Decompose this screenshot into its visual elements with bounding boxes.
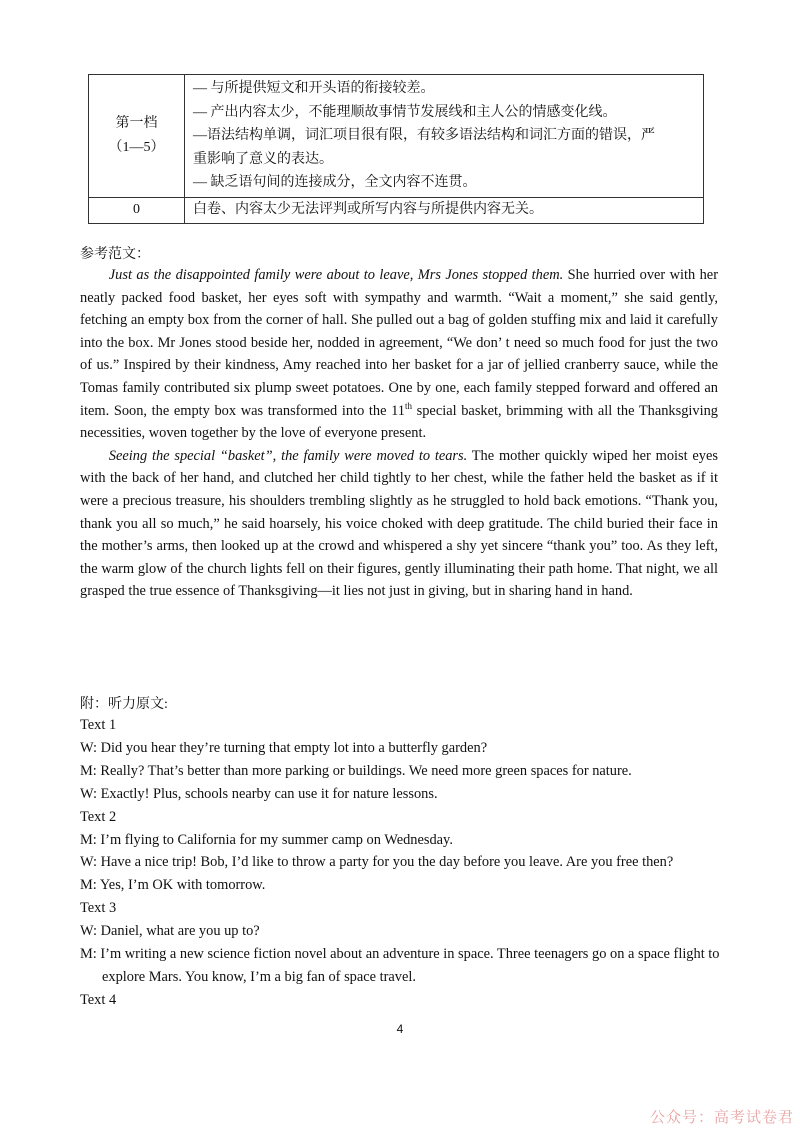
page-number: 4 [396,1022,404,1036]
transcript-line: W: Daniel, what are you up to? [80,923,260,940]
sample-heading: 参考范文： [80,247,150,262]
paragraph-1-opening: Just as the disappointed family were about to leave, Mrs Jones stopped them. [108,267,564,283]
band-1-line: —语法结构单调，词汇项目很有限，有较多语法结构和词汇方面的错误，严 [193,128,655,143]
band-1-line: 重影响了意义的表达。 [193,151,333,167]
paragraph-1-body-a: She hurried over with her neatly packed food basket, her eyes soft with sympathy and warmth. “Wait a moment,” she said gently, fetching an empty box from the corner of hall. She pulled out a bag of golden stuffing mix and laid it carefully into the box. Mr Jones stood beside her, nodded in agreement, “We don’ t need so much food for just the two of us.” Inspired by their kindness, Amy reached into her basket for a jar of jellied cranberry sauce, while the Tomas family contributed six plump sweet potatoes. One by one, each family stepped forward and offered an item. Soon, the empty box was transformed into the 11 [80,267,718,419]
band-1-name: 第一档 [115,115,158,131]
transcript-line: M: I’m writing a new science fiction novel about an adventure in space. Three teenagers go on a space flight to explore Mars. You know, I’m a big fan of space travel. [80,946,720,985]
watermark: 公众号：高考试卷君 [649,1108,794,1126]
band-0-row [89,197,704,223]
transcript-line: Text 4 [80,991,117,1008]
band-1-line: — 缺乏语句间的连接成分，全文内容不连贯。 [193,175,477,190]
transcript-line: M: I’m flying to California for my summer camp on Wednesday. [80,831,453,848]
transcript-line: M: Really? That’s better than more parking or buildings. We need more green spaces for nature. [80,762,632,779]
transcript-line: Text 1 [80,717,117,733]
transcript-line: W: Did you hear they’re turning that empty lot into a butterfly garden? [80,739,488,756]
paragraph-1-body-b: special basket, brimming with all the Thanksgiving necessities, woven together by the love of everyone present. [80,402,718,442]
essay-paragraph-2 [80,445,718,603]
transcript-line: W: Exactly! Plus, schools nearby can use it for nature lessons. [80,785,438,802]
transcript-line: M: Yes, I’m OK with tomorrow. [80,877,266,894]
essay-paragraph-1 [80,264,718,445]
band-0-label: 0 [89,197,185,223]
paragraph-2-body: The mother quickly wiped her moist eyes with the back of her hand, and clutched her child tightly to her chest, while the father held the basket as if it were a precious treasure, his shoulders trembling slightly as he struggled to hold back emotions. “Thank you, thank you all so much,” he said hoarsely, his voice choked with deep gratitude. The child buried their face in the mother’s arms, then looked up at the crowd and whispered a shy yet sincere “thank you” too. As they left, the warm glow of the church lights fell on their figures, gently illuminating their path home. That night, we all grasped the true essence of Thanksgiving—it lies not just in giving, but in sharing hand in hand. [80,447,718,600]
band-1-line: — 产出内容太少，不能理顺故事情节发展线和主人公的情感变化线。 [193,104,617,120]
band-1-line: — 与所提供短文和开头语的衔接较差。 [193,81,435,96]
ordinal-suffix: th [404,400,412,411]
band-0-description: 白卷、内容太少无法评判或所写内容与所提供内容无关。 [185,197,704,223]
paragraph-2-opening: Seeing the special “basket”, the family were moved to tears. [108,447,468,464]
grading-table [88,74,704,224]
transcript-heading: 附：听力原文: [80,697,168,712]
transcript-line: Text 3 [80,900,117,917]
band-1-row [89,75,704,198]
sample-essay [80,264,718,603]
band-1-label [89,75,185,198]
transcript-line: W: Have a nice trip! Bob, I’d like to throw a party for you the day before you leave. Are you free then? [80,854,674,871]
band-1-description [185,75,704,198]
transcript-line: Text 2 [80,808,117,825]
band-1-range: （1—5） [108,139,165,155]
listening-transcript [80,714,720,1012]
